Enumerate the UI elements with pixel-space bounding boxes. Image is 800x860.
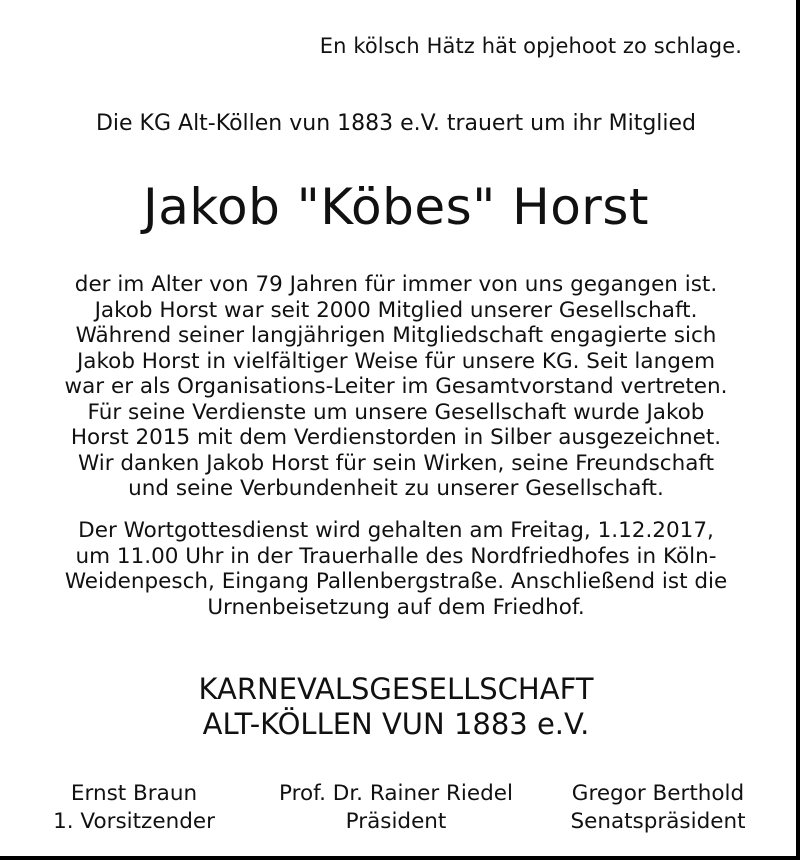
service-line: um 11.00 Uhr in der Trauerhalle des Nordfriedhofes in Köln- [75,543,717,569]
deceased-name: Jakob "Köbes" Horst [142,178,649,236]
tribute-line: war er als Organisations-Leiter im Gesamtvorstand vertreten. [64,374,728,399]
service-paragraph [40,518,752,620]
signatory-role: Präsident [345,809,447,834]
club-name-line1: KARNEVALSGESELLSCHAFT [198,672,594,706]
motto: En kölsch Hätz hät opjehoot zo schlage. [319,34,742,58]
signatory-chairman [34,780,234,836]
tribute-line: Jakob Horst war seit 2000 Mitglied unserer Gesellschaft. [94,297,698,323]
tribute-line: Horst 2015 mit dem Verdienstorden in Silber ausgezeichnet. [70,425,722,450]
tribute-paragraph [40,272,752,502]
tribute-line: Für seine Verdienste um unsere Gesellschaft wurde Jakob [87,399,705,425]
club-name [0,672,792,742]
tribute-line: Jakob Horst in vielfältiger Weise für unsere KG. Seit langem [76,348,716,374]
tribute-line: Wir danken Jakob Horst für sein Wirken, seine Freundschaft [77,450,715,476]
service-line: Der Wortgottesdienst wird gehalten am Freitag, 1.12.2017, [78,518,714,543]
tribute-line: der im Alter von 79 Jahren für immer von uns gegangen ist. [74,272,718,297]
service-line: Urnenbeisetzung auf dem Friedhof. [207,594,585,620]
service-line: Weidenpesch, Eingang Pallenbergstraße. Anschließend ist die [64,569,728,594]
signatory-president [262,780,530,836]
signatory-role: 1. Vorsitzender [53,809,215,834]
signatory-name: Prof. Dr. Rainer Riedel [278,781,513,806]
intro-line: Die KG Alt-Köllen vun 1883 e.V. trauert um ihr Mitglied [95,111,697,136]
club-name-line2: ALT-KÖLLEN VUN 1883 e.V. [202,707,590,741]
signatory-name: Ernst Braun [70,781,198,806]
signatory-role: Senatspräsident [570,809,746,834]
signatory-name: Gregor Berthold [571,781,745,806]
tribute-line: Während seiner langjährigen Mitgliedschaft engagierte sich [75,323,717,348]
tribute-line: und seine Verbundenheit zu unserer Gesellschaft. [128,476,664,501]
signatory-senate-president [558,780,758,836]
